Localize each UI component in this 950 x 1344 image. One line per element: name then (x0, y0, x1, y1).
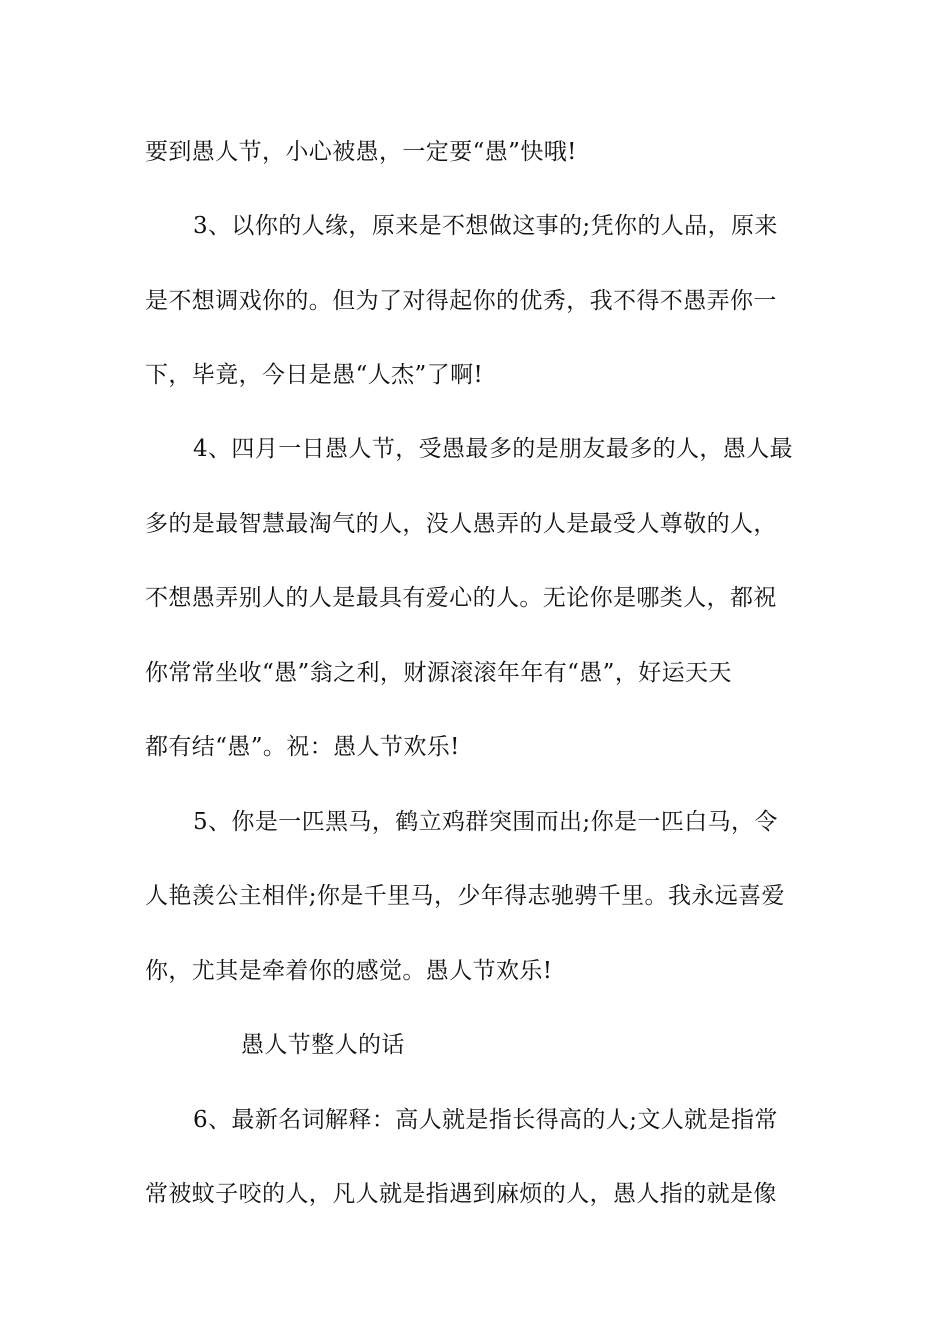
paragraph-line: 不想愚弄别人的人是最具有爱心的人。无论你是哪类人，都祝 (145, 585, 777, 611)
paragraph-line: 多的是最智慧最淘气的人，没人愚弄的人是最受人尊敬的人， (145, 511, 777, 537)
paragraph-line: 6、最新名词解释：高人就是指长得高的人;文人就是指常 (193, 1107, 778, 1133)
paragraph-line: 是不想调戏你的。但为了对得起你的优秀，我不得不愚弄你一 (145, 288, 777, 314)
paragraph-line: 都有结“愚”。祝：愚人节欢乐! (145, 734, 460, 760)
paragraph-line: 下，毕竟，今日是愚“人杰”了啊! (145, 362, 484, 388)
paragraph-line: 3、以你的人缘，原来是不想做这事的;凭你的人品，原来 (193, 213, 778, 239)
paragraph-line: 人艳羡公主相伴;你是千里马，少年得志驰骋千里。我永远喜爱 (145, 883, 785, 909)
section-heading: 愚人节整人的话 (241, 1032, 405, 1058)
paragraph-line: 5、你是一匹黑马，鹤立鸡群突围而出;你是一匹白马，令 (193, 809, 778, 835)
paragraph-line: 你，尤其是牵着你的感觉。愚人节欢乐! (145, 958, 553, 984)
paragraph-line: 你常常坐收“愚”翁之利，财源滚滚年年有“愚”，好运天天 (145, 660, 732, 686)
paragraph-line: 要到愚人节，小心被愚，一定要“愚”快哦! (145, 139, 577, 165)
paragraph-line: 常被蚊子咬的人，凡人就是指遇到麻烦的人，愚人指的就是像 (145, 1181, 777, 1207)
paragraph-line: 4、四月一日愚人节，受愚最多的是朋友最多的人，愚人最 (193, 436, 794, 462)
